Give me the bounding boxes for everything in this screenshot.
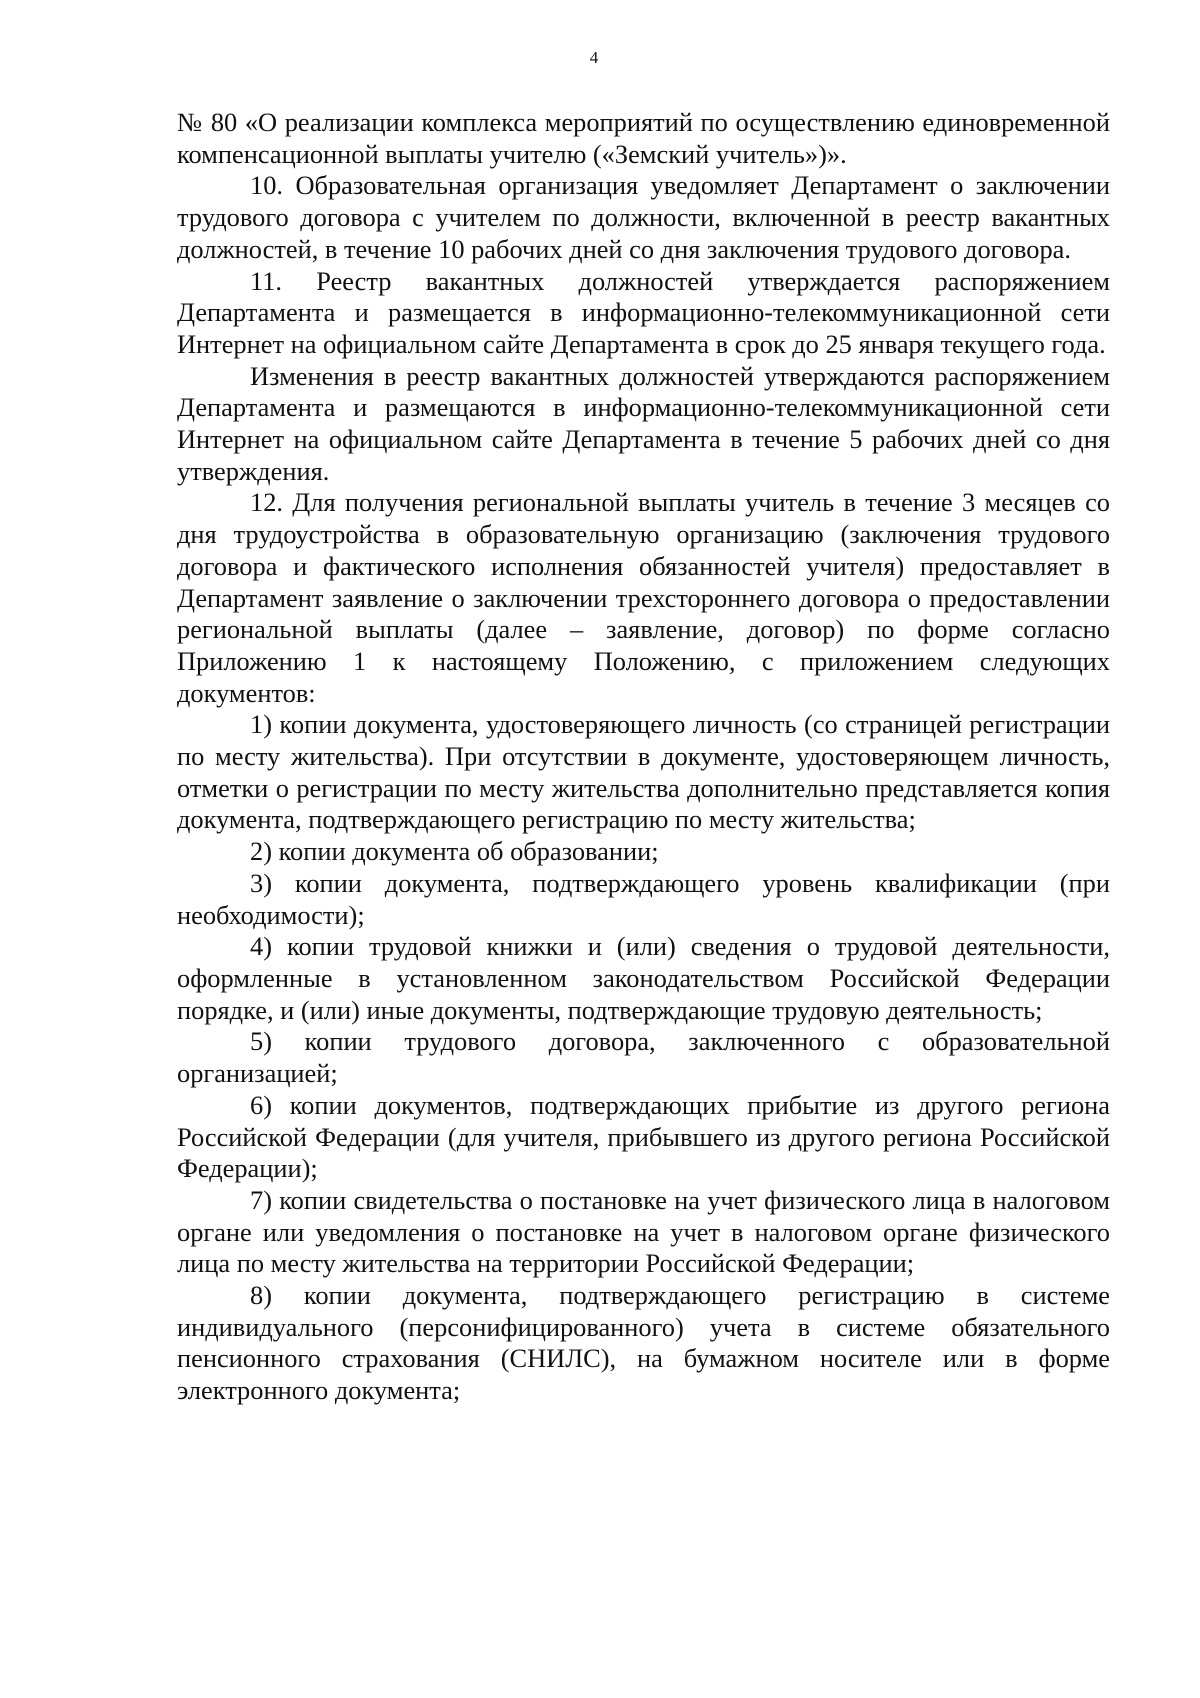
paragraph-continuation: № 80 «О реализации комплекса мероприятий по осуществлению единовременной компенсационной выплаты учителю («Земский учитель»)». bbox=[177, 107, 1110, 169]
list-item-5: 5) копии трудового договора, заключенного с образовательной организацией; bbox=[177, 1026, 1110, 1089]
list-item-4: 4) копии трудовой книжки и (или) сведения о трудовой деятельности, оформленные в установленном законодательством Российской Федерации порядке, и (или) иные документы, подтверждающие трудовую деятельность; bbox=[177, 931, 1110, 1025]
list-item-1: 1) копии документа, удостоверяющего личность (со страницей регистрации по месту жительства). При отсутствии в документе, удостоверяющем личность, отметки о регистрации по месту жительства дополнительно представляется копия документа, подтверждающего регистрацию по месту жительства; bbox=[177, 709, 1110, 835]
list-item-2: 2) копии документа об образовании; bbox=[250, 836, 659, 867]
list-item-7: 7) копии свидетельства о постановке на учет физического лица в налоговом органе или уведомления о постановке на учет в налоговом органе физического лица по месту жительства на территории Российской Федерации; bbox=[177, 1184, 1110, 1279]
paragraph-item-11: 11. Реестр вакантных должностей утверждается распоряжением Департамента и размещается в информационно-телекоммуникационной сети Интернет на официальном сайте Департамента в срок до 25 января текущего года. bbox=[177, 265, 1110, 359]
document-body bbox=[177, 107, 1110, 1407]
list-item-8: 8) копии документа, подтверждающего регистрацию в системе индивидуального (персонифицированного) учета в системе обязательного пенсионного страхования (СНИЛС), на бумажном носителе или в форме электронного документа; bbox=[177, 1280, 1110, 1406]
list-item-3: 3) копии документа, подтверждающего уровень квалификации (при необходимости); bbox=[177, 867, 1110, 930]
paragraph-item-10: 10. Образовательная организация уведомляет Департамент о заключении трудового договора с учителем по должности, включенной в реестр вакантных должностей, в течение 10 рабочих дней со дня заключения трудового договора. bbox=[177, 170, 1110, 264]
paragraph-registry-changes: Изменения в реестр вакантных должностей утверждаются распоряжением Департамента и размещаются в информационно-телекоммуникационной сети Интернет на официальном сайте Департамента в течение 5 рабочих дней со дня утверждения. bbox=[177, 360, 1110, 486]
page-number: 4 bbox=[589, 48, 599, 67]
list-item-6: 6) копии документов, подтверждающих прибытие из другого региона Российской Федерации (для учителя, прибывшего из другого региона Российской Федерации); bbox=[177, 1089, 1110, 1184]
paragraph-item-12: 12. Для получения региональной выплаты учитель в течение 3 месяцев со дня трудоустройства в образовательную организацию (заключения трудового договора и фактического исполнения обязанностей учителя) предоставляет в Департамент заявление о заключении трехстороннего договора о предоставлении региональной выплаты (далее – заявление, договор) по форме согласно Приложению 1 к настоящему Положению, с приложением следующих документов: bbox=[177, 487, 1110, 708]
